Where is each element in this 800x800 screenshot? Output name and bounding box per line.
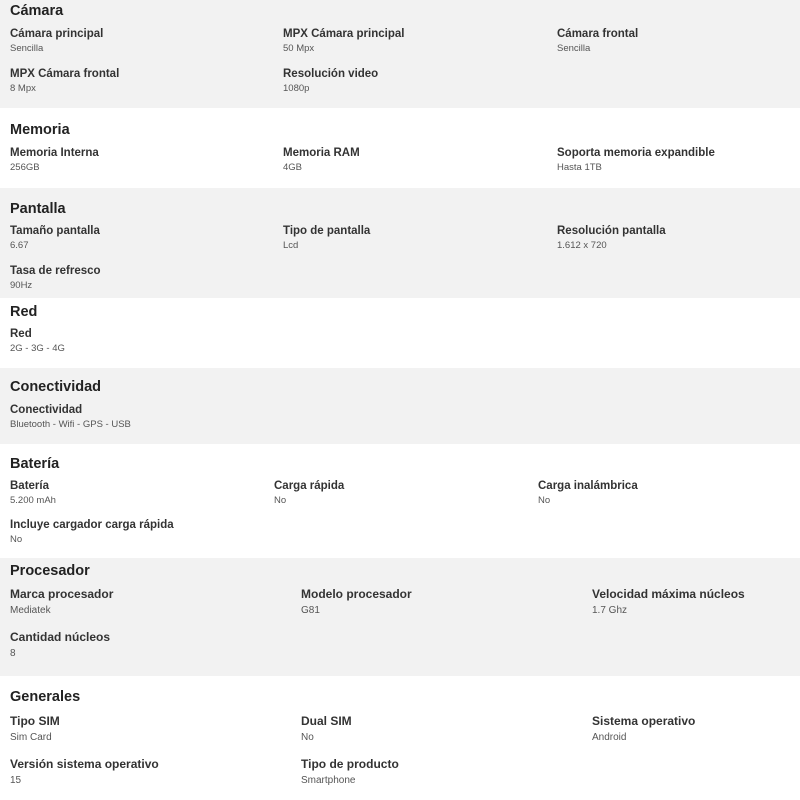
spec-mpx-camara-frontal (10, 67, 119, 95)
spec-label: Memoria RAM (283, 147, 360, 159)
spec-value: Sencilla (10, 43, 44, 54)
spec-memoria-ram (283, 146, 360, 174)
spec-value: Sim Card (10, 732, 52, 743)
spec-label: Cámara frontal (557, 28, 639, 40)
spec-label: Batería (10, 480, 49, 492)
spec-value: 1.612 x 720 (557, 240, 607, 251)
spec-tasa-refresco (10, 264, 101, 292)
spec-value: 1080p (283, 83, 310, 94)
spec-carga-rapida (274, 479, 344, 507)
spec-value: Hasta 1TB (557, 162, 602, 173)
spec-label: Memoria Interna (10, 147, 99, 159)
spec-camara-principal (10, 27, 103, 55)
section-title: Procesador (10, 563, 90, 579)
spec-value: 2G - 3G - 4G (10, 343, 65, 354)
section-title: Pantalla (10, 201, 66, 217)
spec-label: Modelo procesador (301, 587, 412, 601)
spec-value: Android (592, 732, 627, 743)
spec-modelo-procesador (301, 587, 412, 617)
spec-tamano-pantalla (10, 224, 100, 252)
spec-label: Resolución video (283, 68, 379, 80)
spec-value: 1.7 Ghz (592, 605, 628, 616)
spec-label: Soporta memoria expandible (557, 147, 715, 159)
spec-value: No (274, 495, 287, 506)
section-camara (0, 0, 800, 108)
section-title: Memoria (10, 122, 70, 138)
spec-resolucion-video (283, 67, 378, 95)
spec-tipo-pantalla (283, 224, 370, 252)
spec-version-sistema-operativo (10, 757, 159, 787)
spec-value: 15 (10, 775, 22, 786)
spec-value: No (301, 732, 314, 743)
section-bateria (0, 444, 800, 558)
spec-value: Bluetooth - Wifi - GPS - USB (10, 419, 131, 430)
spec-label: Tipo de pantalla (283, 225, 371, 237)
spec-label: Marca procesador (10, 587, 114, 601)
spec-camara-frontal (557, 27, 638, 55)
spec-label: Cantidad núcleos (10, 630, 111, 644)
section-generales (0, 676, 800, 800)
spec-dual-sim (301, 714, 352, 744)
spec-tipo-sim (10, 714, 60, 744)
section-red (0, 298, 800, 368)
spec-value: No (538, 495, 551, 506)
section-title: Conectividad (10, 379, 102, 395)
spec-value: 5.200 mAh (10, 495, 56, 506)
spec-marca-procesador (10, 587, 113, 617)
spec-label: Tipo SIM (10, 714, 60, 728)
spec-red (10, 327, 65, 355)
spec-label: Sistema operativo (592, 714, 696, 728)
spec-label: MPX Cámara principal (283, 28, 405, 40)
spec-resolucion-pantalla (557, 224, 666, 252)
spec-value: G81 (301, 605, 320, 616)
spec-value: 90Hz (10, 280, 33, 291)
spec-label: Tipo de producto (301, 757, 399, 771)
section-title: Batería (10, 456, 60, 472)
spec-value: 6.67 (10, 240, 29, 251)
spec-value: Mediatek (10, 605, 51, 616)
section-title: Cámara (10, 3, 64, 19)
spec-value: Lcd (283, 240, 299, 251)
spec-label: Incluye cargador carga rápida (10, 519, 174, 531)
spec-label: Versión sistema operativo (10, 757, 159, 771)
section-conectividad (0, 368, 800, 444)
spec-carga-inalambrica (538, 479, 638, 507)
spec-label: Cámara principal (10, 28, 104, 40)
spec-tipo-producto (301, 757, 399, 787)
spec-label: Conectividad (10, 404, 83, 416)
section-procesador (0, 558, 800, 676)
section-pantalla (0, 188, 800, 298)
spec-bateria (10, 479, 56, 507)
spec-mpx-camara-principal (283, 27, 404, 55)
spec-label: Carga rápida (274, 480, 345, 492)
spec-label: Resolución pantalla (557, 225, 666, 237)
spec-label: Tamaño pantalla (10, 225, 100, 237)
spec-memoria-interna (10, 146, 99, 174)
spec-value: 8 Mpx (10, 83, 36, 94)
spec-label: Red (10, 328, 32, 340)
spec-conectividad (10, 403, 131, 431)
spec-value: 8 (10, 648, 16, 659)
spec-label: Velocidad máxima núcleos (592, 587, 745, 601)
spec-cantidad-nucleos (10, 630, 110, 660)
spec-velocidad-nucleos (592, 587, 745, 617)
spec-label: MPX Cámara frontal (10, 68, 120, 80)
section-title: Generales (10, 689, 81, 705)
spec-label: Carga inalámbrica (538, 480, 638, 492)
spec-value: Sencilla (557, 43, 591, 54)
spec-value: No (10, 534, 23, 545)
section-title: Red (10, 304, 38, 320)
spec-sistema-operativo (592, 714, 695, 744)
spec-value: 4GB (283, 162, 303, 173)
section-memoria (0, 108, 800, 188)
spec-memoria-expandible (557, 146, 715, 174)
spec-value: 256GB (10, 162, 40, 173)
spec-label: Dual SIM (301, 714, 352, 728)
spec-value: 50 Mpx (283, 43, 315, 54)
spec-value: Smartphone (301, 775, 356, 786)
spec-label: Tasa de refresco (10, 265, 101, 277)
spec-cargador-carga-rapida (10, 518, 174, 546)
